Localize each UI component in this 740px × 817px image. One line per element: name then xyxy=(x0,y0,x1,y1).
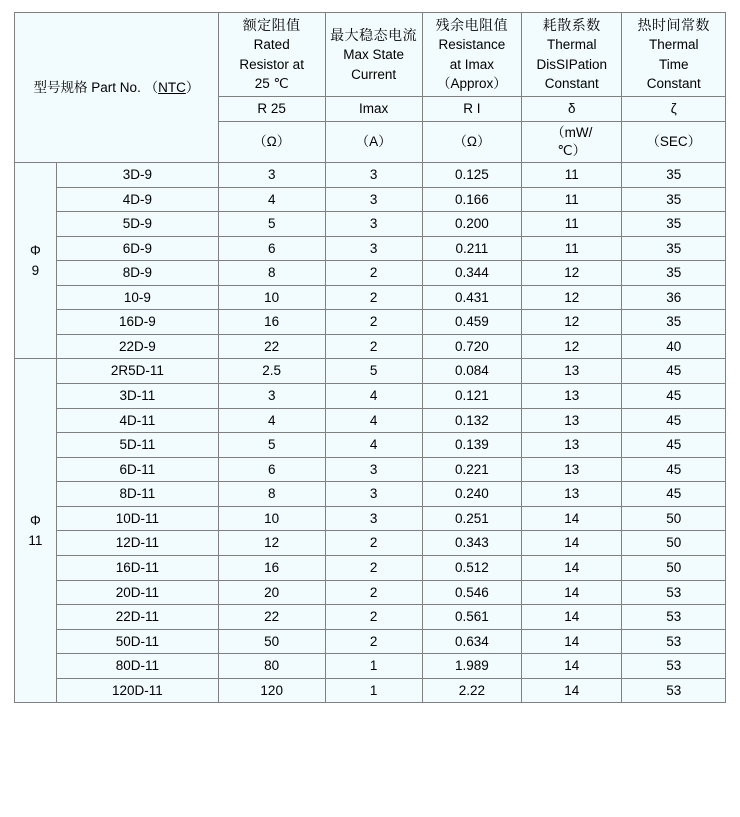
header-col-zeta-en3: Constant xyxy=(646,76,701,92)
cell-part: 4D-11 xyxy=(56,408,218,433)
table-row xyxy=(15,359,726,384)
cell-zeta: 53 xyxy=(622,580,726,605)
cell-r25: 5 xyxy=(218,433,325,458)
table-row xyxy=(15,555,726,580)
header-col-delta-en3: Constant xyxy=(544,76,599,92)
table-row xyxy=(15,285,726,310)
table-row xyxy=(15,678,726,703)
table-row xyxy=(15,212,726,237)
cell-zeta: 45 xyxy=(622,482,726,507)
table-row xyxy=(15,605,726,630)
cell-imax: 4 xyxy=(325,408,422,433)
header-col-zeta-cn: 热时间常数 xyxy=(637,17,710,33)
cell-r25: 80 xyxy=(218,654,325,679)
cell-ri: 0.344 xyxy=(422,261,521,286)
header-unit-r25: （Ω） xyxy=(218,121,325,162)
group-label-phi9-line1: Φ xyxy=(30,243,41,259)
cell-part: 3D-11 xyxy=(56,384,218,409)
cell-r25: 12 xyxy=(218,531,325,556)
cell-r25: 50 xyxy=(218,629,325,654)
header-part-no-en: Part No. xyxy=(91,79,141,95)
header-part-no xyxy=(15,13,219,163)
cell-delta: 14 xyxy=(522,629,622,654)
cell-imax: 1 xyxy=(325,678,422,703)
header-col-zeta-en2: Time xyxy=(658,56,689,72)
header-col-r25-en3: 25 ℃ xyxy=(254,76,289,92)
cell-part: 6D-9 xyxy=(56,236,218,261)
header-col-imax-en2: Current xyxy=(351,66,397,82)
header-col-r25-en2: Resistor at xyxy=(239,56,304,72)
cell-ri: 0.720 xyxy=(422,334,521,359)
cell-delta: 14 xyxy=(522,580,622,605)
header-col-r25-en1: Rated xyxy=(253,37,290,53)
cell-imax: 2 xyxy=(325,555,422,580)
table-row xyxy=(15,187,726,212)
cell-ri: 0.431 xyxy=(422,285,521,310)
cell-r25: 120 xyxy=(218,678,325,703)
cell-ri: 0.221 xyxy=(422,457,521,482)
cell-delta: 14 xyxy=(522,605,622,630)
header-col-delta-title xyxy=(522,13,622,97)
cell-ri: 0.546 xyxy=(422,580,521,605)
cell-zeta: 35 xyxy=(622,261,726,286)
header-symbol-delta: δ xyxy=(522,96,622,121)
cell-part: 8D-9 xyxy=(56,261,218,286)
table-body xyxy=(15,162,726,702)
cell-part: 3D-9 xyxy=(56,162,218,187)
cell-ri: 0.125 xyxy=(422,162,521,187)
header-col-ri-title xyxy=(422,13,521,97)
cell-delta: 14 xyxy=(522,678,622,703)
cell-imax: 3 xyxy=(325,212,422,237)
cell-ri: 0.211 xyxy=(422,236,521,261)
cell-zeta: 53 xyxy=(622,605,726,630)
cell-imax: 3 xyxy=(325,162,422,187)
cell-imax: 2 xyxy=(325,629,422,654)
cell-part: 8D-11 xyxy=(56,482,218,507)
cell-zeta: 53 xyxy=(622,678,726,703)
cell-delta: 13 xyxy=(522,384,622,409)
cell-ri: 0.343 xyxy=(422,531,521,556)
table-row xyxy=(15,506,726,531)
header-col-ri-en1: Resistance xyxy=(438,37,506,53)
cell-delta: 13 xyxy=(522,408,622,433)
header-unit-imax: （A） xyxy=(325,121,422,162)
header-col-zeta-title xyxy=(622,13,726,97)
header-symbol-zeta: ζ xyxy=(622,96,726,121)
cell-zeta: 53 xyxy=(622,654,726,679)
cell-zeta: 53 xyxy=(622,629,726,654)
cell-r25: 20 xyxy=(218,580,325,605)
table-row xyxy=(15,236,726,261)
cell-part: 22D-11 xyxy=(56,605,218,630)
header-symbol-r25: R 25 xyxy=(218,96,325,121)
cell-r25: 2.5 xyxy=(218,359,325,384)
table-row xyxy=(15,334,726,359)
cell-r25: 10 xyxy=(218,285,325,310)
header-unit-ri: （Ω） xyxy=(422,121,521,162)
cell-r25: 16 xyxy=(218,555,325,580)
cell-r25: 4 xyxy=(218,408,325,433)
cell-zeta: 40 xyxy=(622,334,726,359)
group-label-phi11-line1: Φ xyxy=(30,513,41,529)
cell-delta: 11 xyxy=(522,162,622,187)
cell-delta: 11 xyxy=(522,236,622,261)
cell-part: 10-9 xyxy=(56,285,218,310)
cell-ri: 0.459 xyxy=(422,310,521,335)
cell-r25: 6 xyxy=(218,457,325,482)
cell-part: 20D-11 xyxy=(56,580,218,605)
table-row xyxy=(15,162,726,187)
cell-r25: 8 xyxy=(218,482,325,507)
cell-zeta: 45 xyxy=(622,408,726,433)
cell-imax: 5 xyxy=(325,359,422,384)
cell-ri: 0.200 xyxy=(422,212,521,237)
cell-imax: 3 xyxy=(325,457,422,482)
cell-part: 5D-9 xyxy=(56,212,218,237)
cell-r25: 10 xyxy=(218,506,325,531)
cell-delta: 11 xyxy=(522,212,622,237)
table-row xyxy=(15,531,726,556)
header-col-delta-en2: DisSIPation xyxy=(536,56,608,72)
cell-delta: 13 xyxy=(522,433,622,458)
cell-part: 80D-11 xyxy=(56,654,218,679)
table-row xyxy=(15,629,726,654)
header-unit-zeta: （SEC） xyxy=(622,121,726,162)
cell-delta: 14 xyxy=(522,531,622,556)
table-row xyxy=(15,261,726,286)
cell-r25: 16 xyxy=(218,310,325,335)
cell-delta: 12 xyxy=(522,261,622,286)
cell-delta: 13 xyxy=(522,457,622,482)
cell-delta: 12 xyxy=(522,285,622,310)
cell-part: 4D-9 xyxy=(56,187,218,212)
header-unit-delta-line1: （mW/ xyxy=(551,124,593,140)
cell-r25: 8 xyxy=(218,261,325,286)
cell-imax: 3 xyxy=(325,236,422,261)
cell-zeta: 50 xyxy=(622,531,726,556)
header-unit-delta xyxy=(522,121,622,162)
cell-imax: 2 xyxy=(325,605,422,630)
header-col-delta-cn: 耗散系数 xyxy=(542,17,601,33)
table-row xyxy=(15,310,726,335)
header-col-imax-cn: 最大稳态电流 xyxy=(330,26,418,43)
cell-zeta: 35 xyxy=(622,162,726,187)
header-col-ri-en3: （Approx） xyxy=(437,76,507,92)
cell-zeta: 35 xyxy=(622,236,726,261)
group-label-phi11 xyxy=(15,359,57,703)
cell-ri: 0.512 xyxy=(422,555,521,580)
cell-ri: 0.084 xyxy=(422,359,521,384)
cell-part: 120D-11 xyxy=(56,678,218,703)
cell-r25: 3 xyxy=(218,384,325,409)
header-symbol-ri: R I xyxy=(422,96,521,121)
cell-zeta: 35 xyxy=(622,310,726,335)
table-row xyxy=(15,482,726,507)
cell-ri: 0.634 xyxy=(422,629,521,654)
cell-zeta: 50 xyxy=(622,555,726,580)
cell-ri: 0.166 xyxy=(422,187,521,212)
cell-ri: 0.251 xyxy=(422,506,521,531)
table-row xyxy=(15,457,726,482)
cell-zeta: 45 xyxy=(622,457,726,482)
cell-ri: 0.139 xyxy=(422,433,521,458)
cell-r25: 6 xyxy=(218,236,325,261)
cell-imax: 2 xyxy=(325,531,422,556)
table-header xyxy=(15,13,726,163)
cell-imax: 1 xyxy=(325,654,422,679)
cell-delta: 13 xyxy=(522,359,622,384)
header-part-no-cn: 型号规格 xyxy=(33,79,88,95)
cell-ri: 0.132 xyxy=(422,408,521,433)
cell-part: 10D-11 xyxy=(56,506,218,531)
cell-ri: 0.561 xyxy=(422,605,521,630)
cell-part: 2R5D-11 xyxy=(56,359,218,384)
cell-zeta: 45 xyxy=(622,433,726,458)
cell-r25: 22 xyxy=(218,605,325,630)
cell-part: 50D-11 xyxy=(56,629,218,654)
cell-delta: 14 xyxy=(522,555,622,580)
header-title-row xyxy=(15,13,726,97)
cell-ri: 2.22 xyxy=(422,678,521,703)
cell-part: 6D-11 xyxy=(56,457,218,482)
cell-delta: 11 xyxy=(522,187,622,212)
header-col-zeta-en1: Thermal xyxy=(648,37,699,53)
cell-part: 12D-11 xyxy=(56,531,218,556)
header-col-r25-cn: 额定阻值 xyxy=(242,17,301,33)
cell-imax: 2 xyxy=(325,310,422,335)
header-col-ri-cn: 残余电阻值 xyxy=(435,17,509,33)
cell-imax: 2 xyxy=(325,285,422,310)
cell-imax: 3 xyxy=(325,482,422,507)
cell-r25: 5 xyxy=(218,212,325,237)
table-row xyxy=(15,580,726,605)
group-label-phi9-line2: 9 xyxy=(31,262,40,278)
cell-part: 5D-11 xyxy=(56,433,218,458)
cell-delta: 14 xyxy=(522,506,622,531)
table-row xyxy=(15,433,726,458)
header-ntc-underline: NTC xyxy=(158,79,186,95)
header-part-no-ntc: （NTC） xyxy=(144,79,200,95)
header-unit-delta-line2: ℃） xyxy=(557,142,587,158)
cell-r25: 3 xyxy=(218,162,325,187)
group-label-phi11-line2: 11 xyxy=(28,532,43,548)
cell-r25: 4 xyxy=(218,187,325,212)
cell-part: 22D-9 xyxy=(56,334,218,359)
cell-ri: 0.240 xyxy=(422,482,521,507)
cell-part: 16D-9 xyxy=(56,310,218,335)
header-col-ri-en2: at Imax xyxy=(449,56,495,72)
cell-zeta: 36 xyxy=(622,285,726,310)
ntc-specification-table xyxy=(14,12,726,703)
cell-imax: 2 xyxy=(325,334,422,359)
cell-imax: 4 xyxy=(325,384,422,409)
cell-zeta: 45 xyxy=(622,359,726,384)
header-col-imax-title xyxy=(325,13,422,97)
cell-delta: 14 xyxy=(522,654,622,679)
cell-imax: 2 xyxy=(325,580,422,605)
cell-ri: 0.121 xyxy=(422,384,521,409)
cell-imax: 3 xyxy=(325,506,422,531)
cell-imax: 3 xyxy=(325,187,422,212)
cell-imax: 2 xyxy=(325,261,422,286)
table-row xyxy=(15,408,726,433)
cell-r25: 22 xyxy=(218,334,325,359)
cell-imax: 4 xyxy=(325,433,422,458)
cell-part: 16D-11 xyxy=(56,555,218,580)
table-row xyxy=(15,384,726,409)
cell-delta: 12 xyxy=(522,310,622,335)
cell-zeta: 35 xyxy=(622,187,726,212)
header-symbol-imax: Imax xyxy=(325,96,422,121)
header-col-delta-en1: Thermal xyxy=(547,37,597,53)
cell-zeta: 45 xyxy=(622,384,726,409)
cell-delta: 13 xyxy=(522,482,622,507)
cell-zeta: 50 xyxy=(622,506,726,531)
header-col-r25-title xyxy=(218,13,325,97)
header-col-imax-en1: Max State xyxy=(343,47,405,63)
cell-delta: 12 xyxy=(522,334,622,359)
cell-zeta: 35 xyxy=(622,212,726,237)
cell-ri: 1.989 xyxy=(422,654,521,679)
table-row xyxy=(15,654,726,679)
group-label-phi9 xyxy=(15,162,57,359)
